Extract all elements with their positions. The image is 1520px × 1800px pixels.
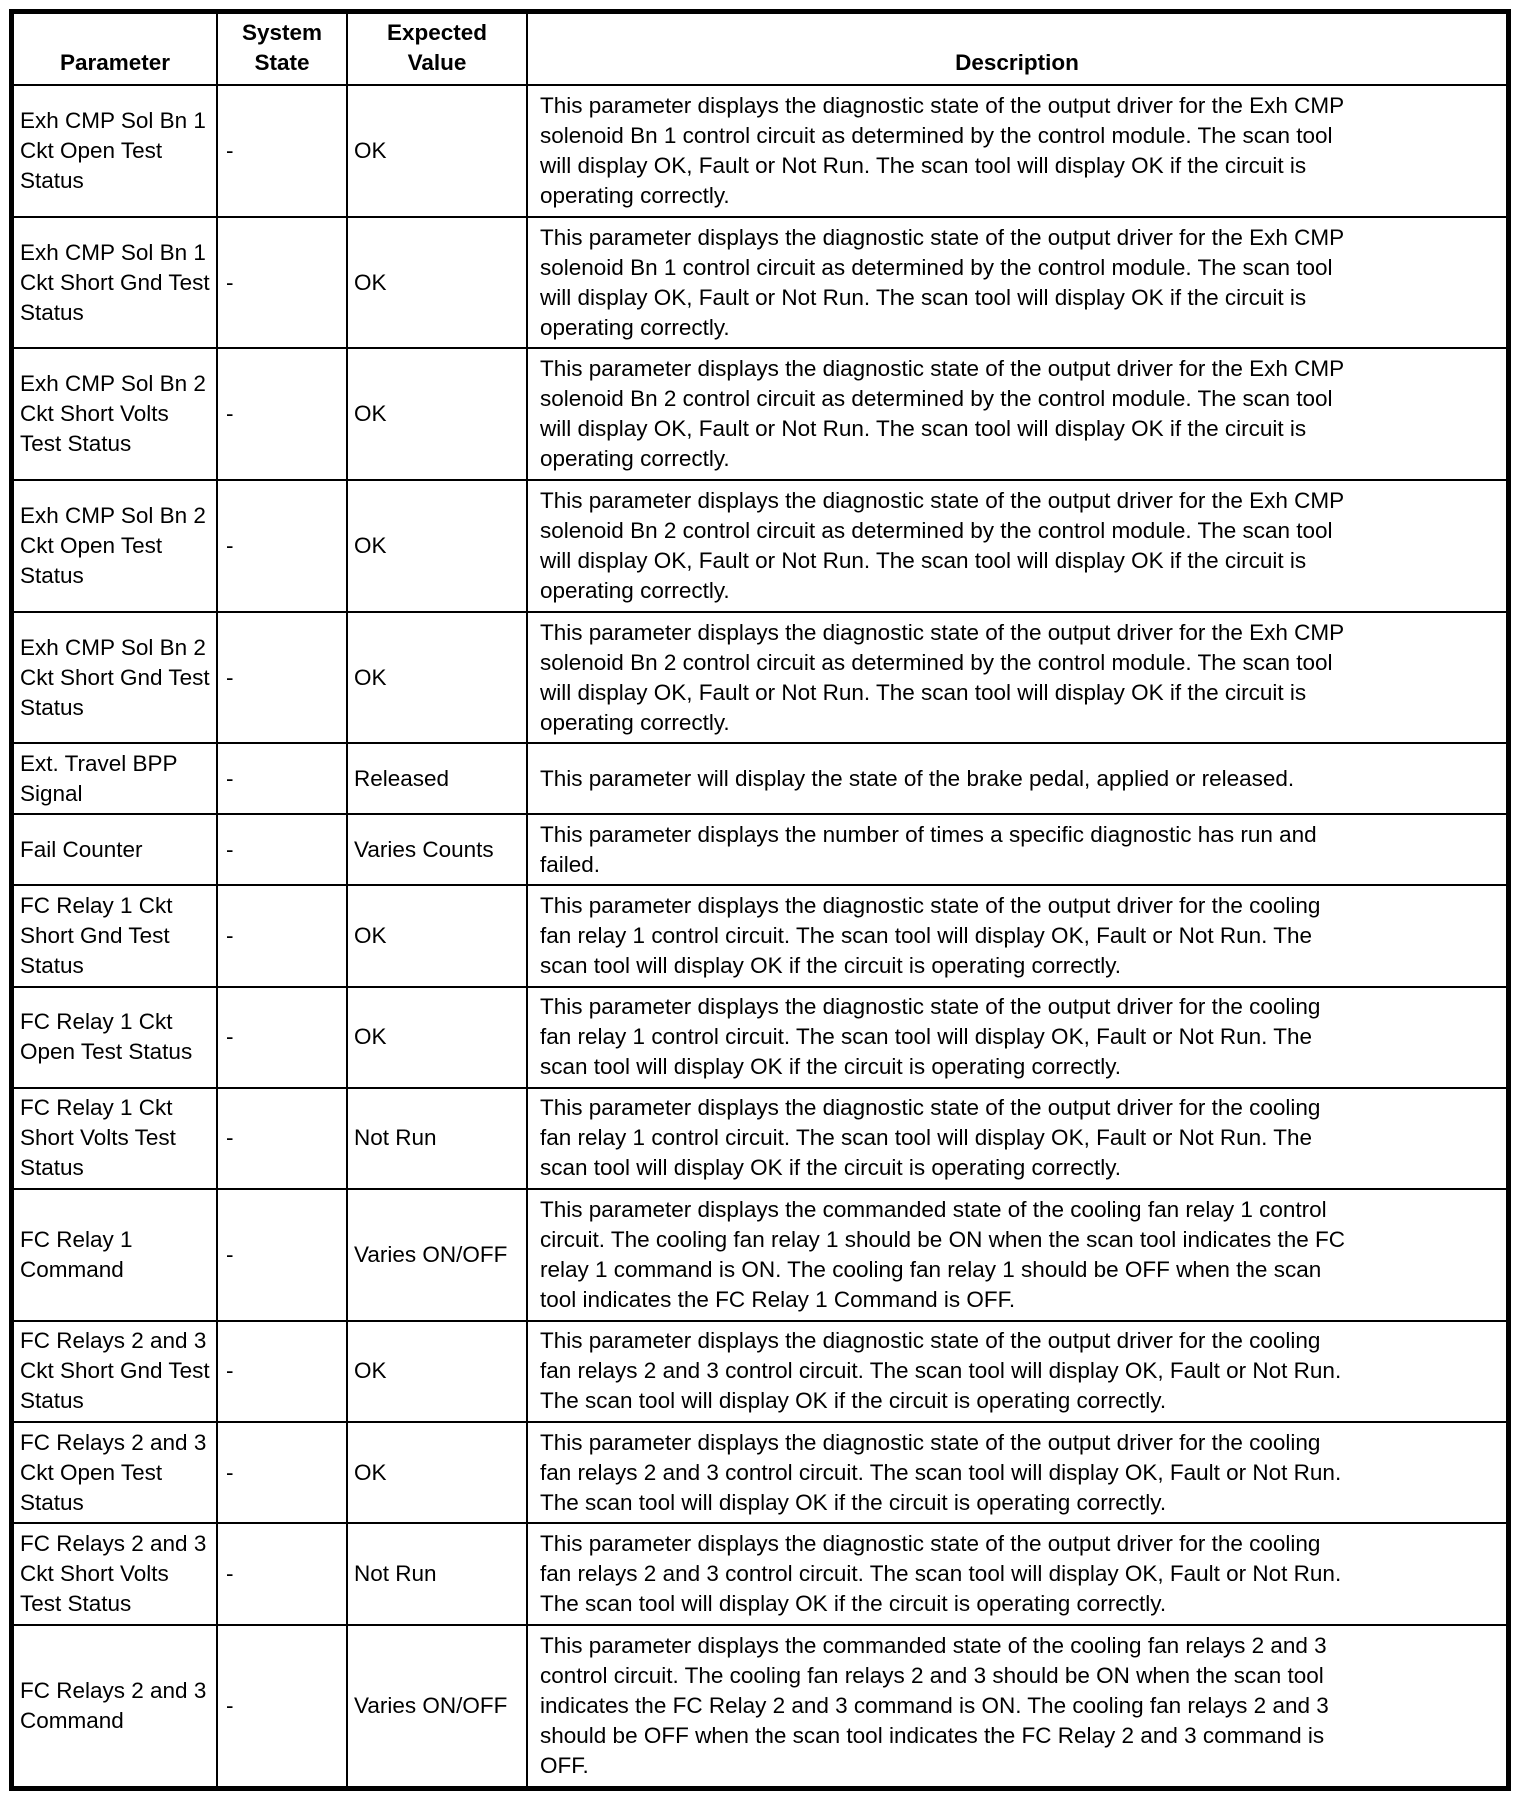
table-row — [13, 85, 1507, 217]
header-expected-value: Expected Value — [347, 13, 527, 85]
parameter-cell: FC Relays 2 and 3 Ckt Short Volts Test Status — [13, 1523, 217, 1624]
system-state-cell: - — [217, 348, 347, 480]
table-row — [13, 1422, 1507, 1523]
table-row — [13, 1189, 1507, 1321]
expected-value-cell: Released — [347, 743, 527, 814]
expected-value-cell: Not Run — [347, 1088, 527, 1189]
table-row — [13, 885, 1507, 986]
system-state-cell: - — [217, 612, 347, 744]
description-cell: This parameter displays the diagnostic state of the output driver for the cooling fan relay 1 control circuit. The scan tool will display OK, Fault or Not Run. The scan tool will display OK if the circuit is operating correctly. — [527, 987, 1507, 1088]
description-cell: This parameter displays the diagnostic state of the output driver for the cooling fan relays 2 and 3 control circuit. The scan tool will display OK, Fault or Not Run. The scan tool will display OK if the circuit is operating correctly. — [527, 1321, 1507, 1422]
table-body — [13, 85, 1507, 1787]
description-cell: This parameter displays the commanded state of the cooling fan relay 1 control circuit. The cooling fan relay 1 should be ON when the scan tool indicates the FC relay 1 command is ON. The cooling fan relay 1 should be OFF when the scan tool indicates the FC Relay 1 Command is OFF. — [527, 1189, 1507, 1321]
expected-value-cell: Varies Counts — [347, 814, 527, 885]
table-row — [13, 814, 1507, 885]
expected-value-cell: OK — [347, 217, 527, 349]
parameter-cell: Exh CMP Sol Bn 2 Ckt Short Gnd Test Status — [13, 612, 217, 744]
table-row — [13, 743, 1507, 814]
parameter-cell: Exh CMP Sol Bn 1 Ckt Short Gnd Test Status — [13, 217, 217, 349]
expected-value-cell: Varies ON/OFF — [347, 1189, 527, 1321]
parameter-cell: FC Relays 2 and 3 Ckt Open Test Status — [13, 1422, 217, 1523]
system-state-cell: - — [217, 987, 347, 1088]
system-state-cell: - — [217, 814, 347, 885]
system-state-cell: - — [217, 217, 347, 349]
expected-value-cell: OK — [347, 885, 527, 986]
system-state-cell: - — [217, 480, 347, 612]
expected-value-cell: OK — [347, 1422, 527, 1523]
system-state-cell: - — [217, 743, 347, 814]
system-state-cell: - — [217, 1523, 347, 1624]
table-row — [13, 987, 1507, 1088]
diagnostic-parameter-table — [12, 12, 1508, 1788]
parameter-cell: FC Relays 2 and 3 Command — [13, 1625, 217, 1787]
expected-value-cell: OK — [347, 85, 527, 217]
parameter-cell: FC Relays 2 and 3 Ckt Short Gnd Test Status — [13, 1321, 217, 1422]
header-description: Description — [527, 13, 1507, 85]
description-cell: This parameter will display the state of the brake pedal, applied or released. — [527, 743, 1507, 814]
description-cell: This parameter displays the diagnostic state of the output driver for the Exh CMP solenoid Bn 1 control circuit as determined by the control module. The scan tool will display OK, Fault or Not Run. The scan tool will display OK if the circuit is operating correctly. — [527, 85, 1507, 217]
table-row — [13, 1088, 1507, 1189]
parameter-cell: Exh CMP Sol Bn 2 Ckt Short Volts Test Status — [13, 348, 217, 480]
table-frame — [9, 9, 1511, 1791]
description-cell: This parameter displays the diagnostic state of the output driver for the cooling fan relay 1 control circuit. The scan tool will display OK, Fault or Not Run. The scan tool will display OK if the circuit is operating correctly. — [527, 1088, 1507, 1189]
parameter-cell: FC Relay 1 Ckt Short Volts Test Status — [13, 1088, 217, 1189]
system-state-cell: - — [217, 885, 347, 986]
expected-value-cell: Not Run — [347, 1523, 527, 1624]
system-state-cell: - — [217, 1422, 347, 1523]
table-row — [13, 1523, 1507, 1624]
expected-value-cell: OK — [347, 1321, 527, 1422]
description-cell: This parameter displays the diagnostic state of the output driver for the Exh CMP solenoid Bn 1 control circuit as determined by the control module. The scan tool will display OK, Fault or Not Run. The scan tool will display OK if the circuit is operating correctly. — [527, 217, 1507, 349]
table-row — [13, 480, 1507, 612]
parameter-cell: FC Relay 1 Ckt Short Gnd Test Status — [13, 885, 217, 986]
table-row — [13, 1321, 1507, 1422]
description-cell: This parameter displays the diagnostic state of the output driver for the Exh CMP solenoid Bn 2 control circuit as determined by the control module. The scan tool will display OK, Fault or Not Run. The scan tool will display OK if the circuit is operating correctly. — [527, 480, 1507, 612]
parameter-cell: Exh CMP Sol Bn 1 Ckt Open Test Status — [13, 85, 217, 217]
expected-value-cell: OK — [347, 987, 527, 1088]
description-cell: This parameter displays the diagnostic state of the output driver for the cooling fan relay 1 control circuit. The scan tool will display OK, Fault or Not Run. The scan tool will display OK if the circuit is operating correctly. — [527, 885, 1507, 986]
table-row — [13, 1625, 1507, 1787]
parameter-cell: FC Relay 1 Ckt Open Test Status — [13, 987, 217, 1088]
expected-value-cell: OK — [347, 480, 527, 612]
parameter-cell: Ext. Travel BPP Signal — [13, 743, 217, 814]
description-cell: This parameter displays the diagnostic state of the output driver for the Exh CMP solenoid Bn 2 control circuit as determined by the control module. The scan tool will display OK, Fault or Not Run. The scan tool will display OK if the circuit is operating correctly. — [527, 348, 1507, 480]
header-parameter: Parameter — [13, 13, 217, 85]
header-system-state: System State — [217, 13, 347, 85]
expected-value-cell: OK — [347, 612, 527, 744]
table-row — [13, 217, 1507, 349]
expected-value-cell: Varies ON/OFF — [347, 1625, 527, 1787]
description-cell: This parameter displays the diagnostic state of the output driver for the Exh CMP solenoid Bn 2 control circuit as determined by the control module. The scan tool will display OK, Fault or Not Run. The scan tool will display OK if the circuit is operating correctly. — [527, 612, 1507, 744]
parameter-cell: FC Relay 1 Command — [13, 1189, 217, 1321]
description-cell: This parameter displays the diagnostic state of the output driver for the cooling fan relays 2 and 3 control circuit. The scan tool will display OK, Fault or Not Run. The scan tool will display OK if the circuit is operating correctly. — [527, 1523, 1507, 1624]
parameter-cell: Exh CMP Sol Bn 2 Ckt Open Test Status — [13, 480, 217, 612]
system-state-cell: - — [217, 1321, 347, 1422]
system-state-cell: - — [217, 85, 347, 217]
system-state-cell: - — [217, 1088, 347, 1189]
description-cell: This parameter displays the commanded state of the cooling fan relays 2 and 3 control circuit. The cooling fan relays 2 and 3 should be ON when the scan tool indicates the FC Relay 2 and 3 command is ON. The cooling fan relays 2 and 3 should be OFF when the scan tool indicates the FC Relay 2 and 3 command is OFF. — [527, 1625, 1507, 1787]
description-cell: This parameter displays the number of times a specific diagnostic has run and failed. — [527, 814, 1507, 885]
table-header — [13, 13, 1507, 85]
description-cell: This parameter displays the diagnostic state of the output driver for the cooling fan relays 2 and 3 control circuit. The scan tool will display OK, Fault or Not Run. The scan tool will display OK if the circuit is operating correctly. — [527, 1422, 1507, 1523]
table-row — [13, 348, 1507, 480]
header-row — [13, 13, 1507, 85]
parameter-cell: Fail Counter — [13, 814, 217, 885]
system-state-cell: - — [217, 1625, 347, 1787]
system-state-cell: - — [217, 1189, 347, 1321]
expected-value-cell: OK — [347, 348, 527, 480]
table-row — [13, 612, 1507, 744]
